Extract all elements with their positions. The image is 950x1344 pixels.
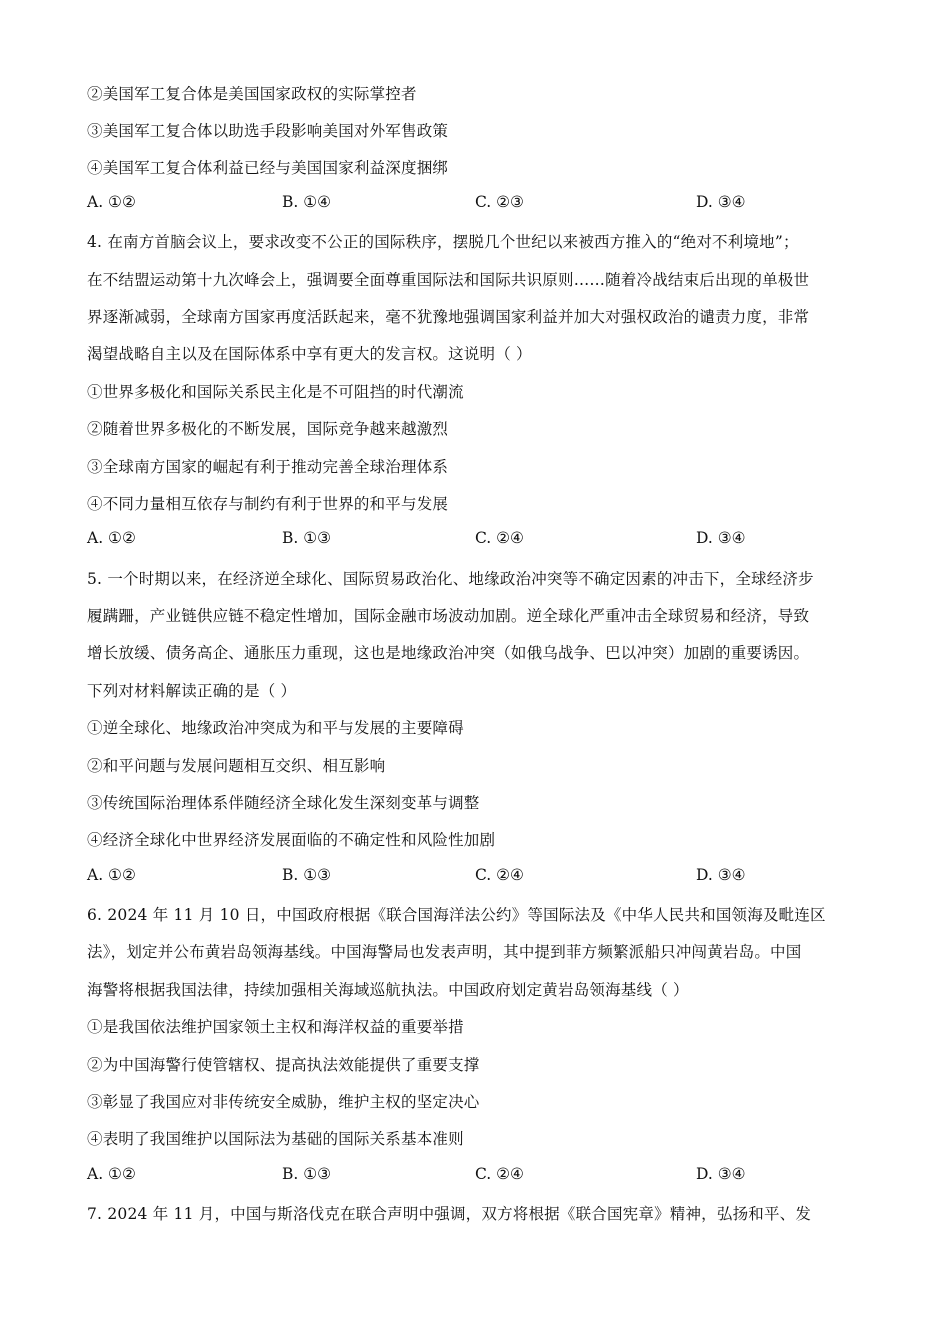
q4-item-2: ②随着世界多极化的不断发展，国际竞争越来越激烈 (87, 420, 449, 438)
q4-option-d[interactable]: D. ③④ (696, 529, 746, 547)
q5-option-b[interactable]: B. ①③ (282, 866, 332, 884)
q6-option-a[interactable]: A. ①② (87, 1165, 136, 1183)
q4-stem-line-4: 渴望战略自主以及在国际体系中享有更大的发言权。这说明（ ） (87, 345, 532, 363)
q6-option-d[interactable]: D. ③④ (696, 1165, 746, 1183)
q6-item-2: ②为中国海警行使管辖权、提高执法效能提供了重要支撑 (87, 1056, 480, 1074)
q6-option-b[interactable]: B. ①③ (282, 1165, 332, 1183)
q4-option-a[interactable]: A. ①② (87, 529, 136, 547)
q4-option-c[interactable]: C. ②④ (475, 529, 524, 547)
q4-options (87, 529, 807, 553)
q3-option-a[interactable]: A. ①② (87, 193, 136, 211)
q6-stem-line-3: 海警将根据我国法律，持续加强相关海域巡航执法。中国政府划定黄岩岛领海基线（ ） (87, 981, 689, 999)
q4-item-4: ④不同力量相互依存与制约有利于世界的和平与发展 (87, 495, 449, 513)
q6-options (87, 1165, 807, 1189)
q4-option-b[interactable]: B. ①③ (282, 529, 332, 547)
q5-stem-line-4: 下列对材料解读正确的是（ ） (87, 682, 297, 700)
q5-option-d[interactable]: D. ③④ (696, 866, 746, 884)
q7-stem-line-1: 7. 2024 年 11 月，中国与斯洛伐克在联合声明中强调，双方将根据《联合国宪章》精神，弘扬和平、发 (87, 1205, 812, 1223)
q3-item-4: ④美国军工复合体利益已经与美国国家利益深度捆绑 (87, 159, 449, 177)
q6-option-c[interactable]: C. ②④ (475, 1165, 524, 1183)
q5-item-4: ④经济全球化中世界经济发展面临的不确定性和风险性加剧 (87, 831, 496, 849)
q6-stem-line-2: 法》，划定并公布黄岩岛领海基线。中国海警局也发表声明，其中提到菲方频繁派船只冲闯黄岩岛。中国 (87, 943, 802, 961)
q5-stem-line-3: 增长放缓、债务高企、通胀压力重现，这也是地缘政治冲突（如俄乌战争、巴以冲突）加剧的重要诱因。 (87, 644, 810, 662)
q5-item-1: ①逆全球化、地缘政治冲突成为和平与发展的主要障碍 (87, 719, 464, 737)
q5-stem-line-1: 5. 一个时期以来，在经济逆全球化、国际贸易政治化、地缘政治冲突等不确定因素的冲击下，全球经济步 (87, 570, 814, 588)
q4-item-3: ③全球南方国家的崛起有利于推动完善全球治理体系 (87, 458, 449, 476)
q3-option-b[interactable]: B. ①④ (282, 193, 332, 211)
q3-option-c[interactable]: C. ②③ (475, 193, 524, 211)
q5-stem-line-2: 履蹒跚，产业链供应链不稳定性增加，国际金融市场波动加剧。逆全球化严重冲击全球贸易和经济，导致 (87, 607, 810, 625)
q5-options (87, 866, 807, 890)
q3-options (87, 193, 807, 217)
q4-stem-line-3: 界逐渐减弱，全球南方国家再度活跃起来，毫不犹豫地强调国家利益并加大对强权政治的谴责力度，非常 (87, 308, 810, 326)
q5-item-3: ③传统国际治理体系伴随经济全球化发生深刻变革与调整 (87, 794, 480, 812)
q4-stem-line-2: 在不结盟运动第十九次峰会上，强调要全面尊重国际法和国际共识原则……随着冷战结束后出现的单极世 (87, 271, 810, 289)
q5-item-2: ②和平问题与发展问题相互交织、相互影响 (87, 757, 386, 775)
q5-option-a[interactable]: A. ①② (87, 866, 136, 884)
q4-item-1: ①世界多极化和国际关系民主化是不可阻挡的时代潮流 (87, 383, 464, 401)
q4-stem-line-1: 4. 在南方首脑会议上，要求改变不公正的国际秩序，摆脱几个世纪以来被西方推入的“绝对不利境地”； (87, 233, 799, 251)
q3-option-d[interactable]: D. ③④ (696, 193, 746, 211)
q6-item-1: ①是我国依法维护国家领土主权和海洋权益的重要举措 (87, 1018, 464, 1036)
q6-item-4: ④表明了我国维护以国际法为基础的国际关系基本准则 (87, 1130, 464, 1148)
q3-item-2: ②美国军工复合体是美国国家政权的实际掌控者 (87, 85, 417, 103)
q5-option-c[interactable]: C. ②④ (475, 866, 524, 884)
q3-item-3: ③美国军工复合体以助选手段影响美国对外军售政策 (87, 122, 449, 140)
q6-stem-line-1: 6. 2024 年 11 月 10 日，中国政府根据《联合国海洋法公约》等国际法及《中华人民共和国领海及毗连区 (87, 906, 826, 924)
q6-item-3: ③彰显了我国应对非传统安全威胁，维护主权的坚定决心 (87, 1093, 480, 1111)
